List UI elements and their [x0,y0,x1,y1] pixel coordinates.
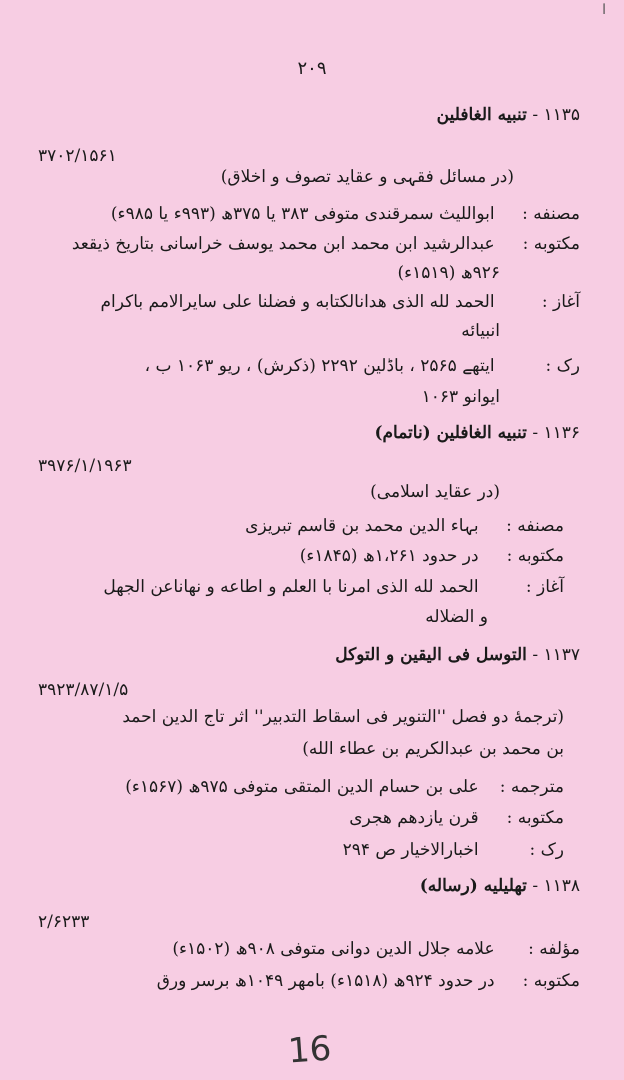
entry-subject-cont: بن محمد بن عبدالکریم بن عطاء الله) [302,739,564,759]
entry-title: تهلیلیه (رساله) [419,876,527,896]
field-incipit: آغاز : الحمد لله الذی هدانالکتابه و فضلنا علی سایرالامم باکرام [100,292,580,312]
entry-number: ۱۱۳۸ - [532,876,580,896]
page-number: ۲۰۹ [297,58,327,79]
entry-number: ۱۱۳۷ - [532,645,580,665]
field-copied: مکتوبه : در حدود ۹۲۴ھ (۱۵۱۸ء) بامهر ۱۰۴۹ھ برسر ورق [156,971,580,991]
field-incipit-cont: انبیائه [461,321,500,341]
field-copied-cont: ۹۲۶ھ (۱۵۱۹ء) [397,263,500,283]
field-copied: مکتوبه : در حدود ۱،۲۶۱ھ (۱۸۴۵ء) [299,546,564,566]
entry-title: تنبیه الغافلین [436,105,527,125]
shelf-number: ۲/۶۲۳۳ [38,912,90,932]
field-compiler: مؤلفه : علامه جلال الدین دوانی متوفی ۹۰۸ھ (۱۵۰۲ء) [172,939,580,959]
field-incipit-cont: و الضلاله [425,607,488,627]
field-copied: مکتوبه : قرن یازدهم هجری [349,808,564,828]
field-references: رک : ایتھے ۲۵۶۵ ، باڈلین ۲۲۹۲ (ذکرش) ، ریو ۱۰۶۳ ب ، [144,356,580,376]
entry-subject: (در مسائل فقہی و عقاید تصوف و اخلاق) [220,167,514,187]
entry-title: تنبیه الغافلین (ناتمام) [374,423,527,443]
entry-1135-heading [437,104,580,126]
entry-title: التوسل فی الیقین و التوکل [335,645,527,665]
entry-1137-heading [335,644,580,666]
field-author: مصنفه : بہاء الدین محمد بن قاسم تبریزی [245,516,564,536]
entry-1136-heading [374,422,580,444]
entry-1138-heading [420,875,580,897]
entry-subject: (ترجمهٔ دو فصل ''التنویر فی اسقاط التدبیر'' اثر تاج الدین احمد [122,707,564,727]
entry-number: ۱۱۳۵ - [532,105,580,125]
field-author: مصنفه : ابواللیث سمرقندی متوفی ۳۸۳ یا ۳۷۵ھ (۹۹۳ء یا ۹۸۵ء) [110,204,580,224]
field-translator: مترجمه : علی بن حسام الدین المتقی متوفی ۹۷۵ھ (۱۵۶۷ء) [125,777,564,797]
field-references-cont: ایوانو ۱۰۶۳ [421,387,500,407]
shelf-number: ۳۷۰۲/۱۵۶۱ [38,146,117,166]
field-incipit: آغاز : الحمد لله الذی امرنا با العلم و اطاعه و نهاناعن الجهل [103,577,564,597]
shelf-number: ۳۹۲۳/۸۷/۱/۵ [38,680,129,700]
handwritten-number: 16 [286,1028,333,1072]
shelf-number: ۳۹۷۶/۱/۱۹۶۳ [38,456,132,476]
field-references: رک : اخبارالاخیار ص ۲۹۴ [342,840,564,860]
entry-subject: (در عقاید اسلامی) [370,482,500,502]
corner-mark: ا [602,2,606,18]
entry-number: ۱۱۳۶ - [532,423,580,443]
field-copied: مکتوبه : عبدالرشید ابن محمد ابن محمد یوسف خراسانی بتاریخ ذیقعد [71,234,580,254]
